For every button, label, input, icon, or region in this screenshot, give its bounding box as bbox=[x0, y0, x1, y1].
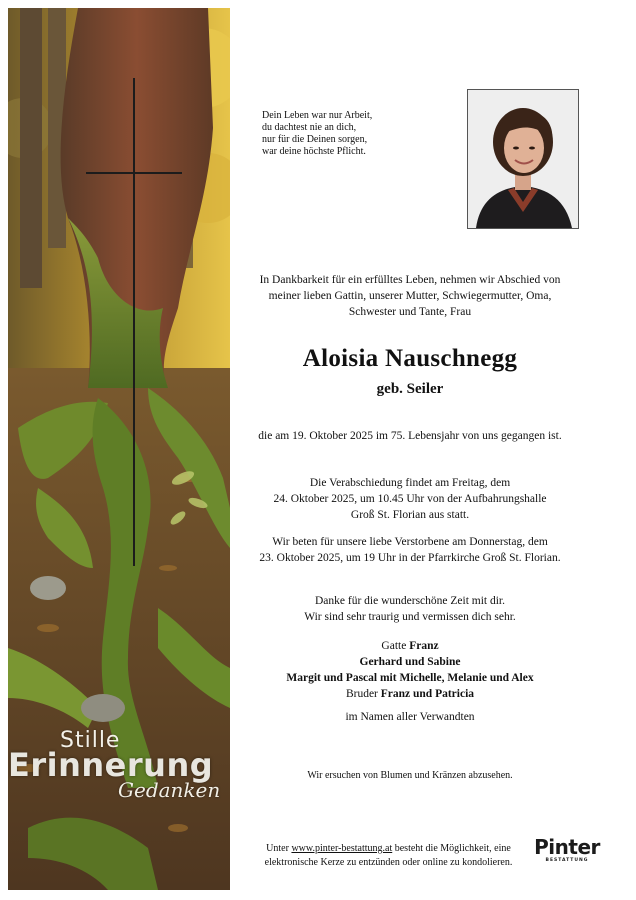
farewell-line: Die Verabschiedung findet am Freitag, dem bbox=[309, 477, 511, 489]
family-member: Gerhard und Sabine bbox=[359, 656, 461, 668]
husband-prefix: Gatte bbox=[381, 640, 410, 652]
poem-line: nur für die Deinen sorgen, bbox=[262, 134, 368, 145]
footer-line: elektronische Kerze zu entzünden oder online zu kondolieren. bbox=[264, 857, 513, 868]
prayer-info bbox=[230, 534, 590, 566]
poem-line: du dachtest nie an dich, bbox=[262, 122, 357, 133]
erinnerung-text: Erinnerung bbox=[8, 746, 214, 784]
footer-line bbox=[246, 842, 531, 856]
pinter-logo bbox=[532, 836, 602, 863]
prayer-line: 23. Oktober 2025, um 19 Uhr in der Pfarrkirche Groß St. Florian. bbox=[259, 552, 561, 564]
thanks-line: Wir sind sehr traurig und vermissen dich sehr. bbox=[304, 611, 516, 623]
farewell-info bbox=[230, 475, 590, 523]
intro-line: meiner lieben Gattin, unserer Mutter, Schwiegermutter, Oma, bbox=[268, 290, 552, 302]
farewell-line: Groß St. Florian aus statt. bbox=[350, 509, 470, 521]
intro-line: In Dankbarkeit für ein erfülltes Leben, nehmen wir Abschied von bbox=[259, 274, 561, 286]
family-line-husband bbox=[230, 638, 590, 654]
gedanken-text: Gedanken bbox=[118, 778, 221, 802]
farewell-line: 24. Oktober 2025, um 10.45 Uhr von der Aufbahrungshalle bbox=[273, 493, 547, 505]
husband-name: Franz bbox=[409, 640, 439, 652]
maiden-name: geb. Seiler bbox=[376, 381, 444, 397]
family-line bbox=[230, 654, 590, 670]
poem bbox=[262, 110, 372, 158]
footer-suffix: besteht die Möglichkeit, eine bbox=[392, 843, 511, 854]
prayer-line: Wir beten für unsere liebe Verstorbene am Donnerstag, dem bbox=[272, 536, 548, 548]
brother-prefix: Bruder bbox=[345, 688, 381, 700]
family-line-brother bbox=[230, 686, 590, 702]
intro-line: Schwester und Tante, Frau bbox=[348, 306, 472, 318]
cross-vertical-bar bbox=[133, 78, 135, 566]
brother-name: Franz und Patricia bbox=[380, 688, 475, 700]
thanks-line: Danke für die wunderschöne Zeit mit dir. bbox=[314, 595, 505, 607]
portrait-photo bbox=[467, 89, 579, 229]
relatives-text: im Namen aller Verwandten bbox=[345, 711, 475, 723]
family-list bbox=[230, 638, 590, 702]
tree-photo-panel bbox=[8, 8, 230, 890]
poem-line: Dein Leben war nur Arbeit, bbox=[262, 110, 373, 121]
cross-horizontal-bar bbox=[86, 172, 182, 174]
flowers-note: Wir ersuchen von Blumen und Kränzen abzusehen. bbox=[307, 770, 513, 781]
website-link[interactable]: www.pinter-bestattung.at bbox=[291, 843, 393, 854]
family-line bbox=[230, 670, 590, 686]
portrait-illustration bbox=[468, 90, 578, 228]
footer-note bbox=[246, 842, 531, 870]
footer-prefix: Unter bbox=[266, 843, 292, 854]
poem-line: war deine höchste Pflicht. bbox=[262, 146, 366, 157]
stille-text: Stille bbox=[60, 728, 121, 753]
death-notice: die am 19. Oktober 2025 im 75. Lebensjahr von uns gegangen ist. bbox=[258, 430, 562, 442]
intro-text bbox=[230, 272, 590, 320]
deceased-name: Aloisia Nauschnegg bbox=[302, 345, 518, 372]
logo-word: Pinter bbox=[534, 835, 600, 859]
logo-subtitle: BESTATTUNG bbox=[545, 858, 589, 863]
family-member: Margit und Pascal mit Michelle, Melanie und Alex bbox=[286, 672, 534, 684]
thanks-text bbox=[230, 593, 590, 625]
